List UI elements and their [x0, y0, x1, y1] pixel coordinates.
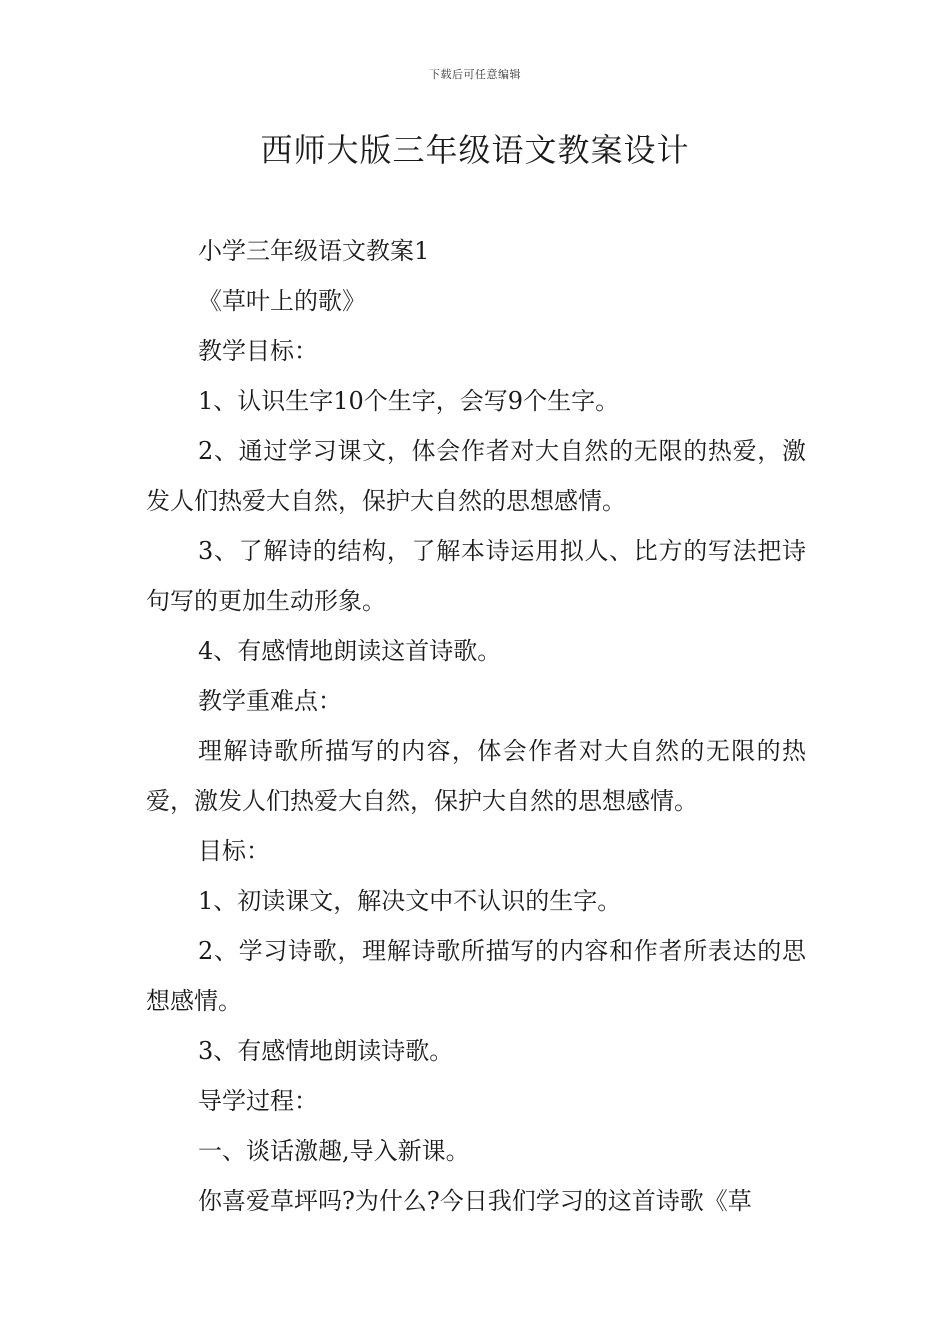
paragraph: 你喜爱草坪吗?为什么?今日我们学习的这首诗歌《草 [198, 1187, 752, 1215]
paragraph: 理解诗歌所描写的内容，体会作者对大自然的无限的热爱，激发人们热爱大自然，保护大自然的思想感情。 [146, 737, 806, 815]
paragraph: 目标： [198, 837, 270, 865]
paragraph: 小学三年级语文教案1 [198, 237, 430, 265]
paragraph: 4、有感情地朗读这首诗歌。 [198, 637, 502, 665]
paragraph: 3、有感情地朗读诗歌。 [198, 1037, 454, 1065]
document-body [146, 226, 806, 1226]
paragraph: 《草叶上的歌》 [198, 287, 366, 315]
paragraph: 一、谈话激趣,导入新课。 [198, 1137, 470, 1165]
document-title: 西师大版三年级语文教案设计 [260, 131, 690, 169]
paragraph: 3、了解诗的结构，了解本诗运用拟人、比方的写法把诗句写的更加生动形象。 [146, 537, 806, 615]
paragraph: 1、认识生字10个生字，会写9个生字。 [198, 387, 620, 415]
header-note: 下载后可任意编辑 [429, 68, 521, 81]
paragraph: 2、学习诗歌，理解诗歌所描写的内容和作者所表达的思想感情。 [146, 937, 806, 1015]
paragraph: 导学过程： [198, 1087, 318, 1115]
paragraph: 教学重难点： [198, 687, 342, 715]
paragraph: 1、初读课文，解决文中不认识的生字。 [198, 887, 622, 915]
paragraph: 2、通过学习课文，体会作者对大自然的无限的热爱，激发人们热爱大自然，保护大自然的思想感情。 [146, 437, 806, 515]
paragraph: 教学目标： [198, 337, 318, 365]
